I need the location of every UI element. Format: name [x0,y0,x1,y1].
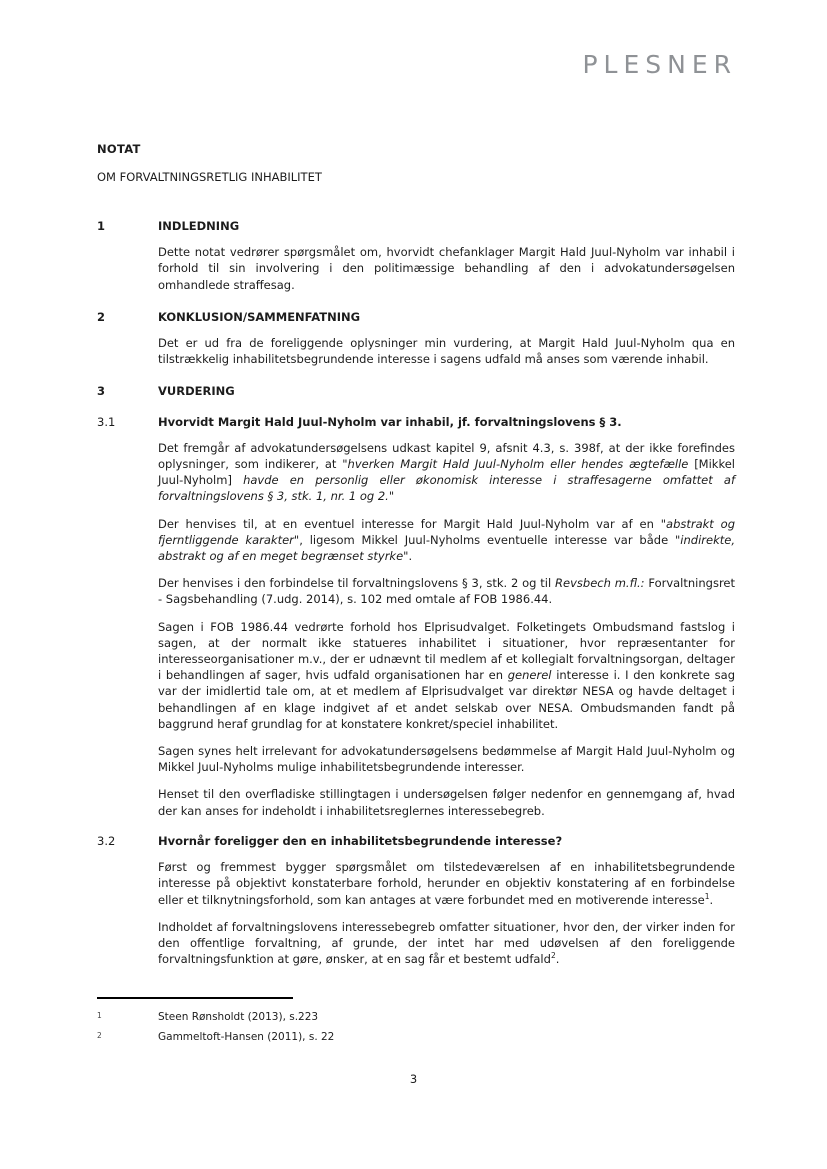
paragraph-text [158,575,735,607]
text-run: interesse i. I den konkrete sag var der imidlertid tale om, at et medlem af Elprisudvalget var direktør NESA og havde deltaget i behandlingen af en klage indgivet af et andet selskab over NESA. Ombudsmanden fandt på baggrund heraf grundlag for at konstatere konkret/speciel inhabilitet. [158,668,735,731]
text-run: Der henvises til, at en eventuel interesse for Margit Hald Juul-Nyholm var af en [158,516,661,531]
footnote-number: 1 [97,1011,102,1020]
text-run: . [709,892,714,907]
section-heading [97,383,735,399]
page-number: 3 [409,1072,418,1086]
section-number: 3.1 [97,414,116,429]
text-run: . [555,952,560,967]
text-run: generel [507,668,552,683]
section-number: 2 [97,309,106,324]
section-number [97,743,158,775]
section-number [97,619,158,732]
paragraph-text [158,859,735,908]
paragraph-text [158,619,735,732]
heading-text [158,414,735,430]
paragraph-text [158,335,735,367]
section-number: 3 [97,384,106,399]
section-number: 1 [97,219,106,233]
section-heading [97,833,735,849]
document-subject: OM FORVALTNINGSRETLIG INHABILITET [97,170,322,184]
paragraph [97,786,735,818]
text-run: INDLEDNING [158,219,240,233]
section-number [97,859,158,908]
paragraph [97,575,735,607]
section-number [97,440,158,505]
footnote-reference: 1 [704,891,710,901]
text-run: VURDERING [158,384,235,399]
paragraph-text [158,244,735,293]
heading-text [158,218,735,234]
heading-text [158,833,735,849]
text-run: Der henvises i den forbindelse til forvaltningslovens § 3, stk. 2 og til [158,576,556,591]
text-run: "indirekte, abstrakt og af en meget begrænset styrke" [158,532,735,564]
paragraph-text [158,440,735,505]
text-run: Det er ud fra de foreliggende oplysninger min vurdering, at Margit Hald Juul-Nyholm qua en tilstrækkelig inhabilitetsbegrundende interesse i sagens udfald må anses som værende inhabil. [158,336,735,367]
paragraph [97,440,735,505]
section-number [97,244,158,293]
footnote-reference: 2 [550,951,556,961]
footnote-text: Steen Rønsholdt (2013), s.223 [158,1011,319,1023]
paragraph [97,516,735,565]
heading-text [158,309,735,325]
text-run: , ligesom Mikkel Juul-Nyholms eventuelle interesse var både [299,532,676,547]
text-run: havde en personlig eller økonomisk interesse i straffesagerne omfattet af forvaltningslovens § 3, stk. 1, nr. 1 og 2." [158,473,735,504]
section-number [97,786,158,818]
document-title: NOTAT [97,142,141,156]
paragraph-text [158,919,735,968]
footnote-text: Gammeltoft-Hansen (2011), s. 22 [158,1031,335,1043]
section-number [97,575,158,607]
text-run: Hvorvidt Margit Hald Juul-Nyholm var inhabil, jf. forvaltningslovens § 3. [158,414,622,429]
footnote [97,1010,735,1024]
text-run: Forvaltningsret - Sagsbehandling (7.udg. 2014), s. 102 med omtale af FOB 1986.44. [158,576,736,607]
text-run: Indholdet af forvaltningslovens interessebegreb omfatter situationer, hvor den, der virker inden for den offentlige forvaltning, af grunde, der intet har med udøvelsen af den foreliggende forvaltningsfunktion at gøre, ønsker, at en sag får et bestemt udfald [158,919,735,967]
paragraph-text [158,516,735,565]
paragraph [97,743,735,775]
text-run: Hvornår foreligger den en inhabilitetsbegrundende interesse? [158,833,563,848]
text-run: Først og fremmest bygger spørgsmålet om tilstedeværelsen af en inhabilitetsbegrundende interesse på objektivt konstaterbare forhold, herunder en objektiv konstatering af en forbindelse eller et tilknytningsforhold, som kan antages at være forbundet med en motiverende interesse [158,860,735,907]
section-heading [97,218,735,234]
section-number [97,335,158,367]
text-run: "hverken Margit Hald Juul-Nyholm eller hendes ægtefælle [342,457,689,472]
section-number: 3.2 [97,833,116,848]
footnotes-area [97,997,735,1050]
plesner-logo: PLESNER [582,50,737,79]
text-run: Henset til den overfladiske stillingtagen i undersøgelsen følger nedenfor en gennemgang af, hvad der kan anses for indeholdt i inhabilitetsreglernes interessebegreb. [158,787,735,818]
section-number [97,919,158,968]
text-run: [Mikkel Juul-Nyholm] [158,457,735,488]
paragraph [97,919,735,968]
footnote-divider [97,997,293,999]
section-heading [97,309,735,325]
section-heading [97,414,735,430]
heading-text [158,383,735,399]
paragraph-text [158,743,735,775]
document-body [97,142,735,978]
paragraph [97,244,735,293]
footnote [97,1030,735,1044]
text-run: . [408,549,413,564]
paragraph [97,619,735,732]
paragraph [97,335,735,367]
document-sections [97,218,735,967]
text-run: Sagen synes helt irrelevant for advokatundersøgelsens bedømmelse af Margit Hald Juul-Nyholm og Mikkel Juul-Nyholms mulige inhabilitetsbegrundende interesser. [158,744,735,775]
text-run: KONKLUSION/SAMMENFATNING [158,309,361,324]
footnote-number: 2 [97,1031,102,1040]
text-run: Revsbech m.fl.: [555,576,645,591]
section-number [97,516,158,565]
paragraph-text [158,786,735,818]
paragraph [97,859,735,908]
text-run: Sagen i FOB 1986.44 vedrørte forhold hos Elprisudvalget. Folketingets Ombudsmand fastslog i sagen, at der normalt ikke statueres inhabilitet i situationer, hvor repræsentanter for interesseorganisationer m.v., der er udnævnt til medlem af et kollegialt forvaltningsorgan, deltager i behandlingen af sager, hvis udfald organisationen har en [158,619,735,683]
text-run: Det fremgår af advokatundersøgelsens udkast kapitel 9, afsnit 4.3, s. 398f, at der ikke forefindes oplysninger, som indikerer, at [158,440,735,472]
text-run: "abstrakt og fjerntliggende karakter" [158,516,736,547]
text-run: Dette notat vedrører spørgsmålet om, hvorvidt chefanklager Margit Hald Juul-Nyholm var inhabil i forhold til sin involvering i den politimæssige behandling af den i advokatundersøgelsen omhandlede straffesag. [158,245,735,292]
